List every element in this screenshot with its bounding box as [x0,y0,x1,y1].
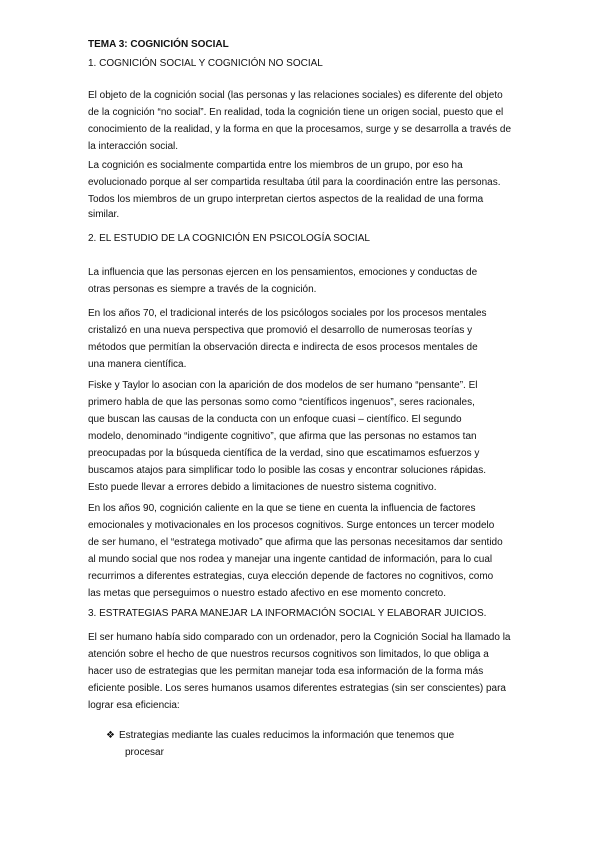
paragraph-line: lograr esa eficiencia: [88,700,180,711]
paragraph-line: conocimiento de la realidad, y la forma en que la procesamos, surge y se desarrolla a través de [88,124,512,135]
paragraph-line: métodos que permitían la observación directa e indirecta de esos procesos mentales de [88,342,478,353]
paragraph-line: una manera científica. [88,359,187,370]
bullet-item-line: Estrategias mediante las cuales reducimos la información que tenemos que [119,730,455,741]
diamond-bullet-icon: ❖ [106,730,115,741]
paragraph-line: eficiente posible. Los seres humanos usamos diferentes estrategias (sin ser conscientes) para [88,683,506,694]
section-heading: 1. COGNICIÓN SOCIAL Y COGNICIÓN NO SOCIAL [88,58,323,69]
bullet-item-line: procesar [125,747,164,758]
section-heading: 3. ESTRATEGIAS PARA MANEJAR LA INFORMACIÓN SOCIAL Y ELABORAR JUICIOS. [88,608,487,619]
paragraph-line: Todos los miembros de un grupo interpretan ciertos aspectos de la realidad de una forma [88,194,484,205]
paragraph-line: Esto puede llevar a errores debido a limitaciones de nuestro sistema cognitivo. [88,482,437,493]
paragraph-line: La cognición es socialmente compartida entre los miembros de un grupo, por eso ha [88,160,463,171]
paragraph-line: emocionales y motivacionales en los procesos cognitivos. Surge entonces un tercer modelo [88,520,495,531]
paragraph-line: las metas que perseguimos o nuestro estado afectivo en ese momento concreto. [88,588,446,599]
paragraph-line: En los años 90, cognición caliente en la que se tiene en cuenta la influencia de factores [88,503,476,514]
paragraph-line: similar. [88,209,120,220]
paragraph-line: En los años 70, el tradicional interés de los psicólogos sociales por los procesos mentales [88,308,487,319]
paragraph-line: evolucionado porque al ser compartida resultaba útil para la coordinación entre las personas. [88,177,501,188]
document-title: TEMA 3: COGNICIÓN SOCIAL [88,39,229,50]
paragraph-line: Fiske y Taylor lo asocian con la aparición de dos modelos de ser humano “pensante”. El [88,380,478,391]
paragraph-line: cristalizó en una nueva perspectiva que promovió el desarrollo de numerosas teorías y [88,325,473,336]
paragraph-line: La influencia que las personas ejercen en los pensamientos, emociones y conductas de [88,267,478,278]
paragraph-line: El ser humano había sido comparado con un ordenador, pero la Cognición Social ha llamado la [88,632,511,643]
paragraph-line: preocupadas por la búsqueda científica de la verdad, sino que escatimamos esfuerzos y [88,448,480,459]
paragraph-line: de ser humano, el “estratega motivado” que afirma que las personas necesitamos dar sentido [88,537,503,548]
section-heading: 2. EL ESTUDIO DE LA COGNICIÓN EN PSICOLOGÍA SOCIAL [88,233,370,244]
paragraph-line: atención sobre el hecho de que nuestros recursos cognitivos son limitados, lo que obliga a [88,649,489,660]
paragraph-line: modelo, denominado “indigente cognitivo”, que afirma que las personas no estamos tan [88,431,477,442]
paragraph-line: recurrimos a diferentes estrategias, cuya elección depende de factores no cognitivos, como [88,571,494,582]
paragraph-line: hacer uso de estrategias que les permitan manejar toda esa información de la forma más [88,666,484,677]
paragraph-line: buscamos atajos para simplificar todo lo posible las cosas y encontrar soluciones rápidas. [88,465,486,476]
paragraph-line: la interacción social. [88,141,179,152]
paragraph-line: que buscan las causas de la conducta con un enfoque cuasi – científico. El segundo [88,414,462,425]
paragraph-line: al mundo social que nos rodea y manejar una ingente cantidad de información, para lo cual [88,554,493,565]
paragraph-line: El objeto de la cognición social (las personas y las relaciones sociales) es diferente del objeto [88,90,503,101]
paragraph-line: otras personas es siempre a través de la cognición. [88,284,317,295]
paragraph-line: primero habla de que las personas somo como “científicos ingenuos”, seres racionales, [88,397,475,408]
paragraph-line: de la cognición “no social”. En realidad, toda la cognición tiene un origen social, puesto que el [88,107,504,118]
